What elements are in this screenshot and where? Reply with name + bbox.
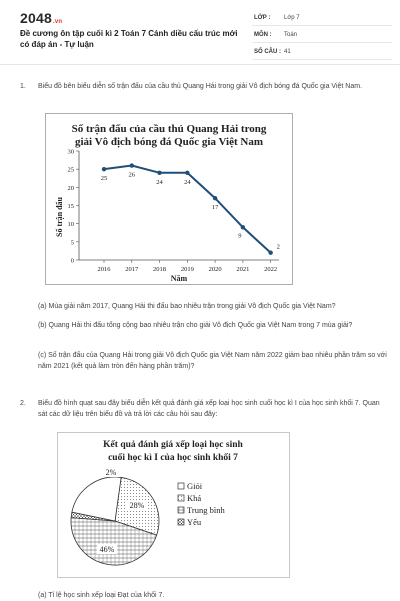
x-axis-label: Năm <box>170 274 188 283</box>
question-1c: (c) Số trận đấu của Quang Hải trong giải Vô địch Quốc gia Việt Nam năm 2022 giảm bao nhiêu phần trăm so với năm 2021 (kết quả làm tròn đến hàng phần trăm)? <box>38 352 387 370</box>
question-2-text: Biểu đồ hình quạt sau đây biểu diễn kết quả đánh giá xếp loại học sinh cuối học kì I của học sinh khối 7. Quan sát các dữ liệu trên biểu đồ và trả lời các câu hỏi sau đây: <box>38 400 380 418</box>
meta-row-class <box>252 12 392 26</box>
y-tick-label: 25 <box>67 166 74 174</box>
slice-label: 28% <box>129 501 145 510</box>
x-tick-label: 2019 <box>180 266 194 273</box>
y-tick-label: 10 <box>67 221 74 229</box>
data-label: 2 <box>276 243 280 251</box>
x-tick-label: 2021 <box>236 266 250 273</box>
legend-swatch <box>178 483 184 489</box>
meta-value-subject: Toán <box>284 32 298 38</box>
question-1a: (a) Mùa giải năm 2017, Quang Hải thi đấu bao nhiêu trận trong giải Vô địch Quốc gia Việt Nam? <box>38 303 336 310</box>
chart-title-line-1: Kết quả đánh giá xếp loại học sinh <box>103 440 243 450</box>
chart-title-line-1: Số trận đấu của cầu thủ Quang Hải trong <box>71 123 267 135</box>
data-label: 17 <box>211 204 219 212</box>
legend-label: Trung bình <box>187 505 225 515</box>
meta-row-subject <box>252 29 392 43</box>
document-title: Đề cương ôn tập cuối kì 2 Toán 7 Cánh diều cấu trúc mới có đáp án - Tự luận <box>20 29 238 49</box>
question-1-number: 1. <box>20 83 26 90</box>
y-tick-label: 20 <box>67 184 74 192</box>
x-tick-label: 2016 <box>97 266 111 273</box>
slice-label: 2% <box>105 468 117 477</box>
data-label: 24 <box>156 178 163 186</box>
legend-swatch <box>178 507 184 513</box>
y-axis-label: Số trận đấu <box>55 196 64 238</box>
y-tick-label: 15 <box>67 203 74 210</box>
legend-swatch <box>178 519 184 525</box>
question-1-text: Biểu đồ bên biểu diễn số trận đấu của cầu thủ Quang Hải trong giải Vô địch bóng đá Quốc gia Việt Nam. <box>38 83 363 90</box>
x-tick-label: 2022 <box>264 266 278 273</box>
data-label: 24 <box>184 178 191 186</box>
data-point <box>213 196 217 200</box>
pie-chart-student-ranking <box>57 432 290 578</box>
y-tick-label: 5 <box>70 239 74 247</box>
legend-swatch <box>178 495 184 501</box>
chart-title-line-2: giải Vô địch bóng đá Quốc gia Việt Nam <box>74 136 264 148</box>
data-label: 25 <box>100 175 108 183</box>
y-tick-label: 30 <box>67 148 74 156</box>
meta-row-count <box>252 46 392 60</box>
x-tick-label: 2018 <box>153 266 167 273</box>
legend-label: Yếu <box>187 517 202 527</box>
chart-title-line-2: cuối học kì I của học sinh khối 7 <box>108 453 238 463</box>
slice-label: 46% <box>99 545 115 554</box>
data-point <box>185 171 189 175</box>
data-label: 26 <box>128 171 136 179</box>
x-tick-label: 2020 <box>208 266 222 273</box>
page-header <box>0 0 400 65</box>
meta-value-class: Lớp 7 <box>284 15 300 21</box>
line-chart-quang-hai <box>45 113 293 285</box>
meta-key-subject: MÔN : <box>254 32 272 38</box>
document-meta <box>252 12 392 63</box>
data-point <box>130 163 134 167</box>
meta-value-count: 41 <box>284 49 291 55</box>
legend-label: Giỏi <box>187 481 203 491</box>
question-1b: (b) Quang Hải thi đấu tổng cộng bao nhiêu trận cho giải Vô địch Quốc gia Việt Nam trong 7 mùa giải? <box>38 322 353 329</box>
data-point <box>102 167 106 171</box>
question-2-number: 2. <box>20 400 26 407</box>
data-point <box>268 251 272 255</box>
legend-label: Khá <box>187 493 202 503</box>
site-logo[interactable]: 2048.vn <box>20 10 63 26</box>
data-point <box>157 171 161 175</box>
question-2a: (a) Tỉ lệ học sinh xếp loại Đạt của khối 7. <box>38 592 165 599</box>
y-tick-label: 0 <box>70 257 74 265</box>
meta-key-class: LỚP : <box>254 15 271 21</box>
data-point <box>241 225 245 229</box>
data-label: 9 <box>238 232 242 240</box>
meta-key-count: SỐ CÂU : <box>254 49 281 55</box>
x-tick-label: 2017 <box>125 266 139 273</box>
